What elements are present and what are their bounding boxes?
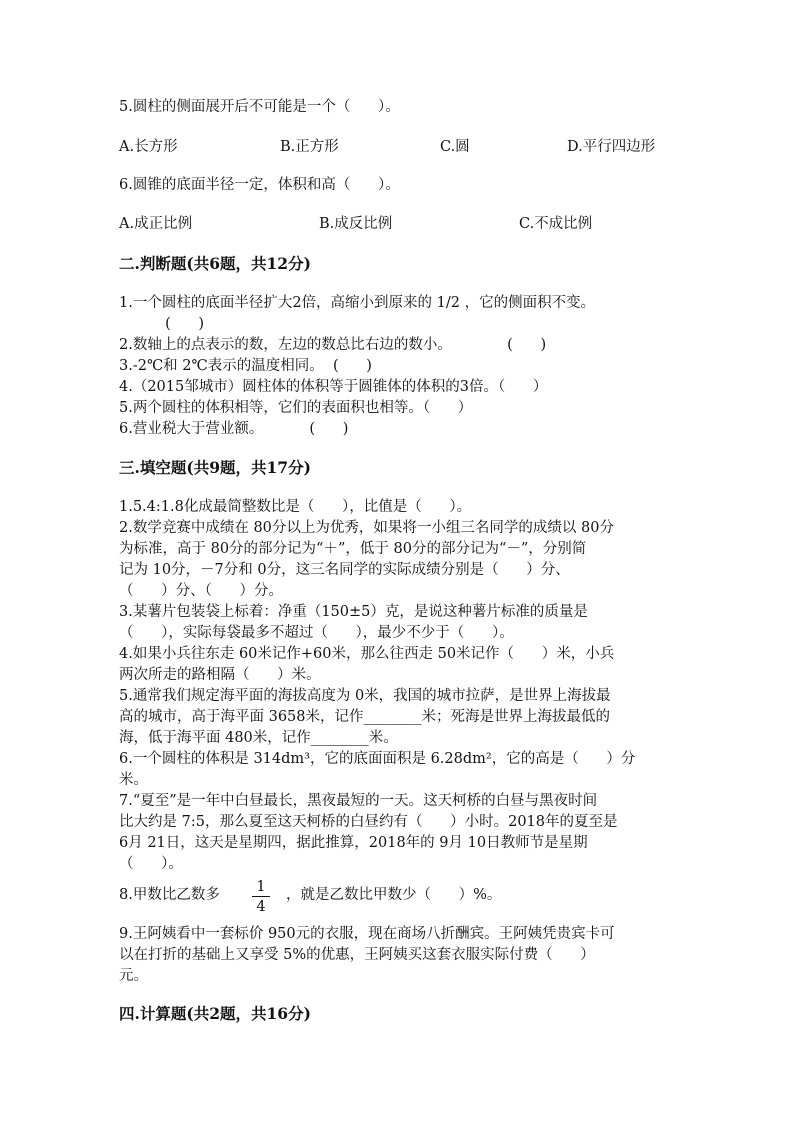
fill-line: 高的城市，高于海平面 3658米，记作________米；死海是世界上海拔最低的 [119, 709, 611, 725]
fill-line: 3.某薯片包装袋上标着：净重（150±5）克，是说这种薯片标准的质量是 [119, 604, 588, 620]
q6-option-b: B.成反比例 [319, 216, 393, 232]
fill-line: （ ），实际每袋最多不超过（ ），最少不少于（ ）。 [119, 625, 514, 641]
question-5: 5.圆柱的侧面展开后不可能是一个（ ）。 [119, 99, 400, 115]
fill-line: 6月 21日，这天是星期四，据此推算，2018年的 9月 10日教师节是星期 [119, 835, 588, 851]
judge-line: 1.一个圆柱的底面半径扩大2倍，高缩小到原来的 1/2 ，它的侧面积不变。 [119, 295, 596, 311]
q6-option-c: C.不成比例 [519, 216, 593, 232]
fill-line: 7.“夏至”是一年中白昼最长，黑夜最短的一天。这天柯桥的白昼与黑夜时间 [119, 793, 598, 809]
fill-line: 两次所走的路相隔（ ）米。 [119, 667, 321, 683]
q9-line: 以在打折的基础上又享受 5%的优惠，王阿姨买这套衣服实际付费（ ） [119, 947, 595, 963]
fill-line: 比大约是 7:5，那么夏至这天柯桥的白昼约有（ ）小时。2018年的夏至是 [119, 814, 618, 830]
fill-line: （ ）分、（ ）分。 [119, 583, 284, 599]
judge-line: 3.-2℃和 2℃表示的温度相同。 ( ) [119, 358, 372, 374]
fraction-one-quarter [252, 879, 270, 915]
fill-line: 1.5.4:1.8化成最简整数比是（ ），比值是（ ）。 [119, 499, 472, 515]
q5-option-b: B.正方形 [280, 139, 339, 155]
q9-line: 9.王阿姨看中一套标价 950元的衣服，现在商场八折酬宾。王阿姨凭贵宾卡可 [119, 926, 615, 942]
fill-line: （ ）。 [119, 856, 183, 872]
judge-line: 6.营业税大于营业额。 ( ) [119, 421, 349, 437]
fill-line: 海，低于海平面 480米，记作________米。 [119, 730, 398, 746]
q8-text-after: ，就是乙数比甲数少（ ）%。 [286, 887, 502, 903]
q5-option-c: C.圆 [440, 139, 470, 155]
section-3-title: 三.填空题(共9题，共17分) [119, 458, 311, 477]
fill-line: 6.一个圆柱的体积是 314dm³，它的底面面积是 6.28dm²，它的高是（ ）分 [119, 751, 636, 767]
fill-line: 2.数学竞赛中成绩在 80分以上为优秀，如果将一小组三名同学的成绩以 80分 [119, 520, 614, 536]
q8-text-before: 8.甲数比乙数多 [119, 887, 220, 903]
judge-line: 2.数轴上的点表示的数，左边的数总比右边的数小。 ( ) [119, 337, 547, 353]
fraction-bar [252, 896, 270, 897]
section-2-title: 二.判断题(共6题，共12分) [119, 254, 311, 273]
q9-line: 元。 [119, 968, 148, 984]
q6-option-a: A.成正比例 [119, 216, 193, 232]
judge-line: 4.（2015邹城市）圆柱体的体积等于圆锥体的体积的3倍。（ ） [119, 379, 548, 395]
fill-line: 4.如果小兵往东走 60米记作+60米，那么往西走 50米记作（ ）米，小兵 [119, 646, 615, 662]
fill-line: 5.通常我们规定海平面的海拔高度为 0米，我国的城市拉萨，是世界上海拔最 [119, 688, 611, 704]
judge-line: 5.两个圆柱的体积相等，它们的表面积也相等。（ ） [119, 400, 473, 416]
fraction-numerator: 1 [256, 879, 266, 895]
fraction-denominator: 4 [256, 899, 266, 915]
fill-line: 为标准，高于 80分的部分记为“＋”，低于 80分的部分记为“－”，分别简 [119, 541, 587, 557]
q5-option-d: D.平行四边形 [567, 139, 656, 155]
q5-option-a: A.长方形 [119, 139, 178, 155]
fill-line: 米。 [119, 772, 148, 788]
question-6: 6.圆锥的底面半径一定，体积和高（ ）。 [119, 177, 400, 193]
section-4-title: 四.计算题(共2题，共16分) [119, 1004, 311, 1023]
fill-line: 记为 10分，－7分和 0分，这三名同学的实际成绩分别是（ ）分、 [119, 562, 570, 578]
judge-line: ( ) [119, 316, 205, 332]
